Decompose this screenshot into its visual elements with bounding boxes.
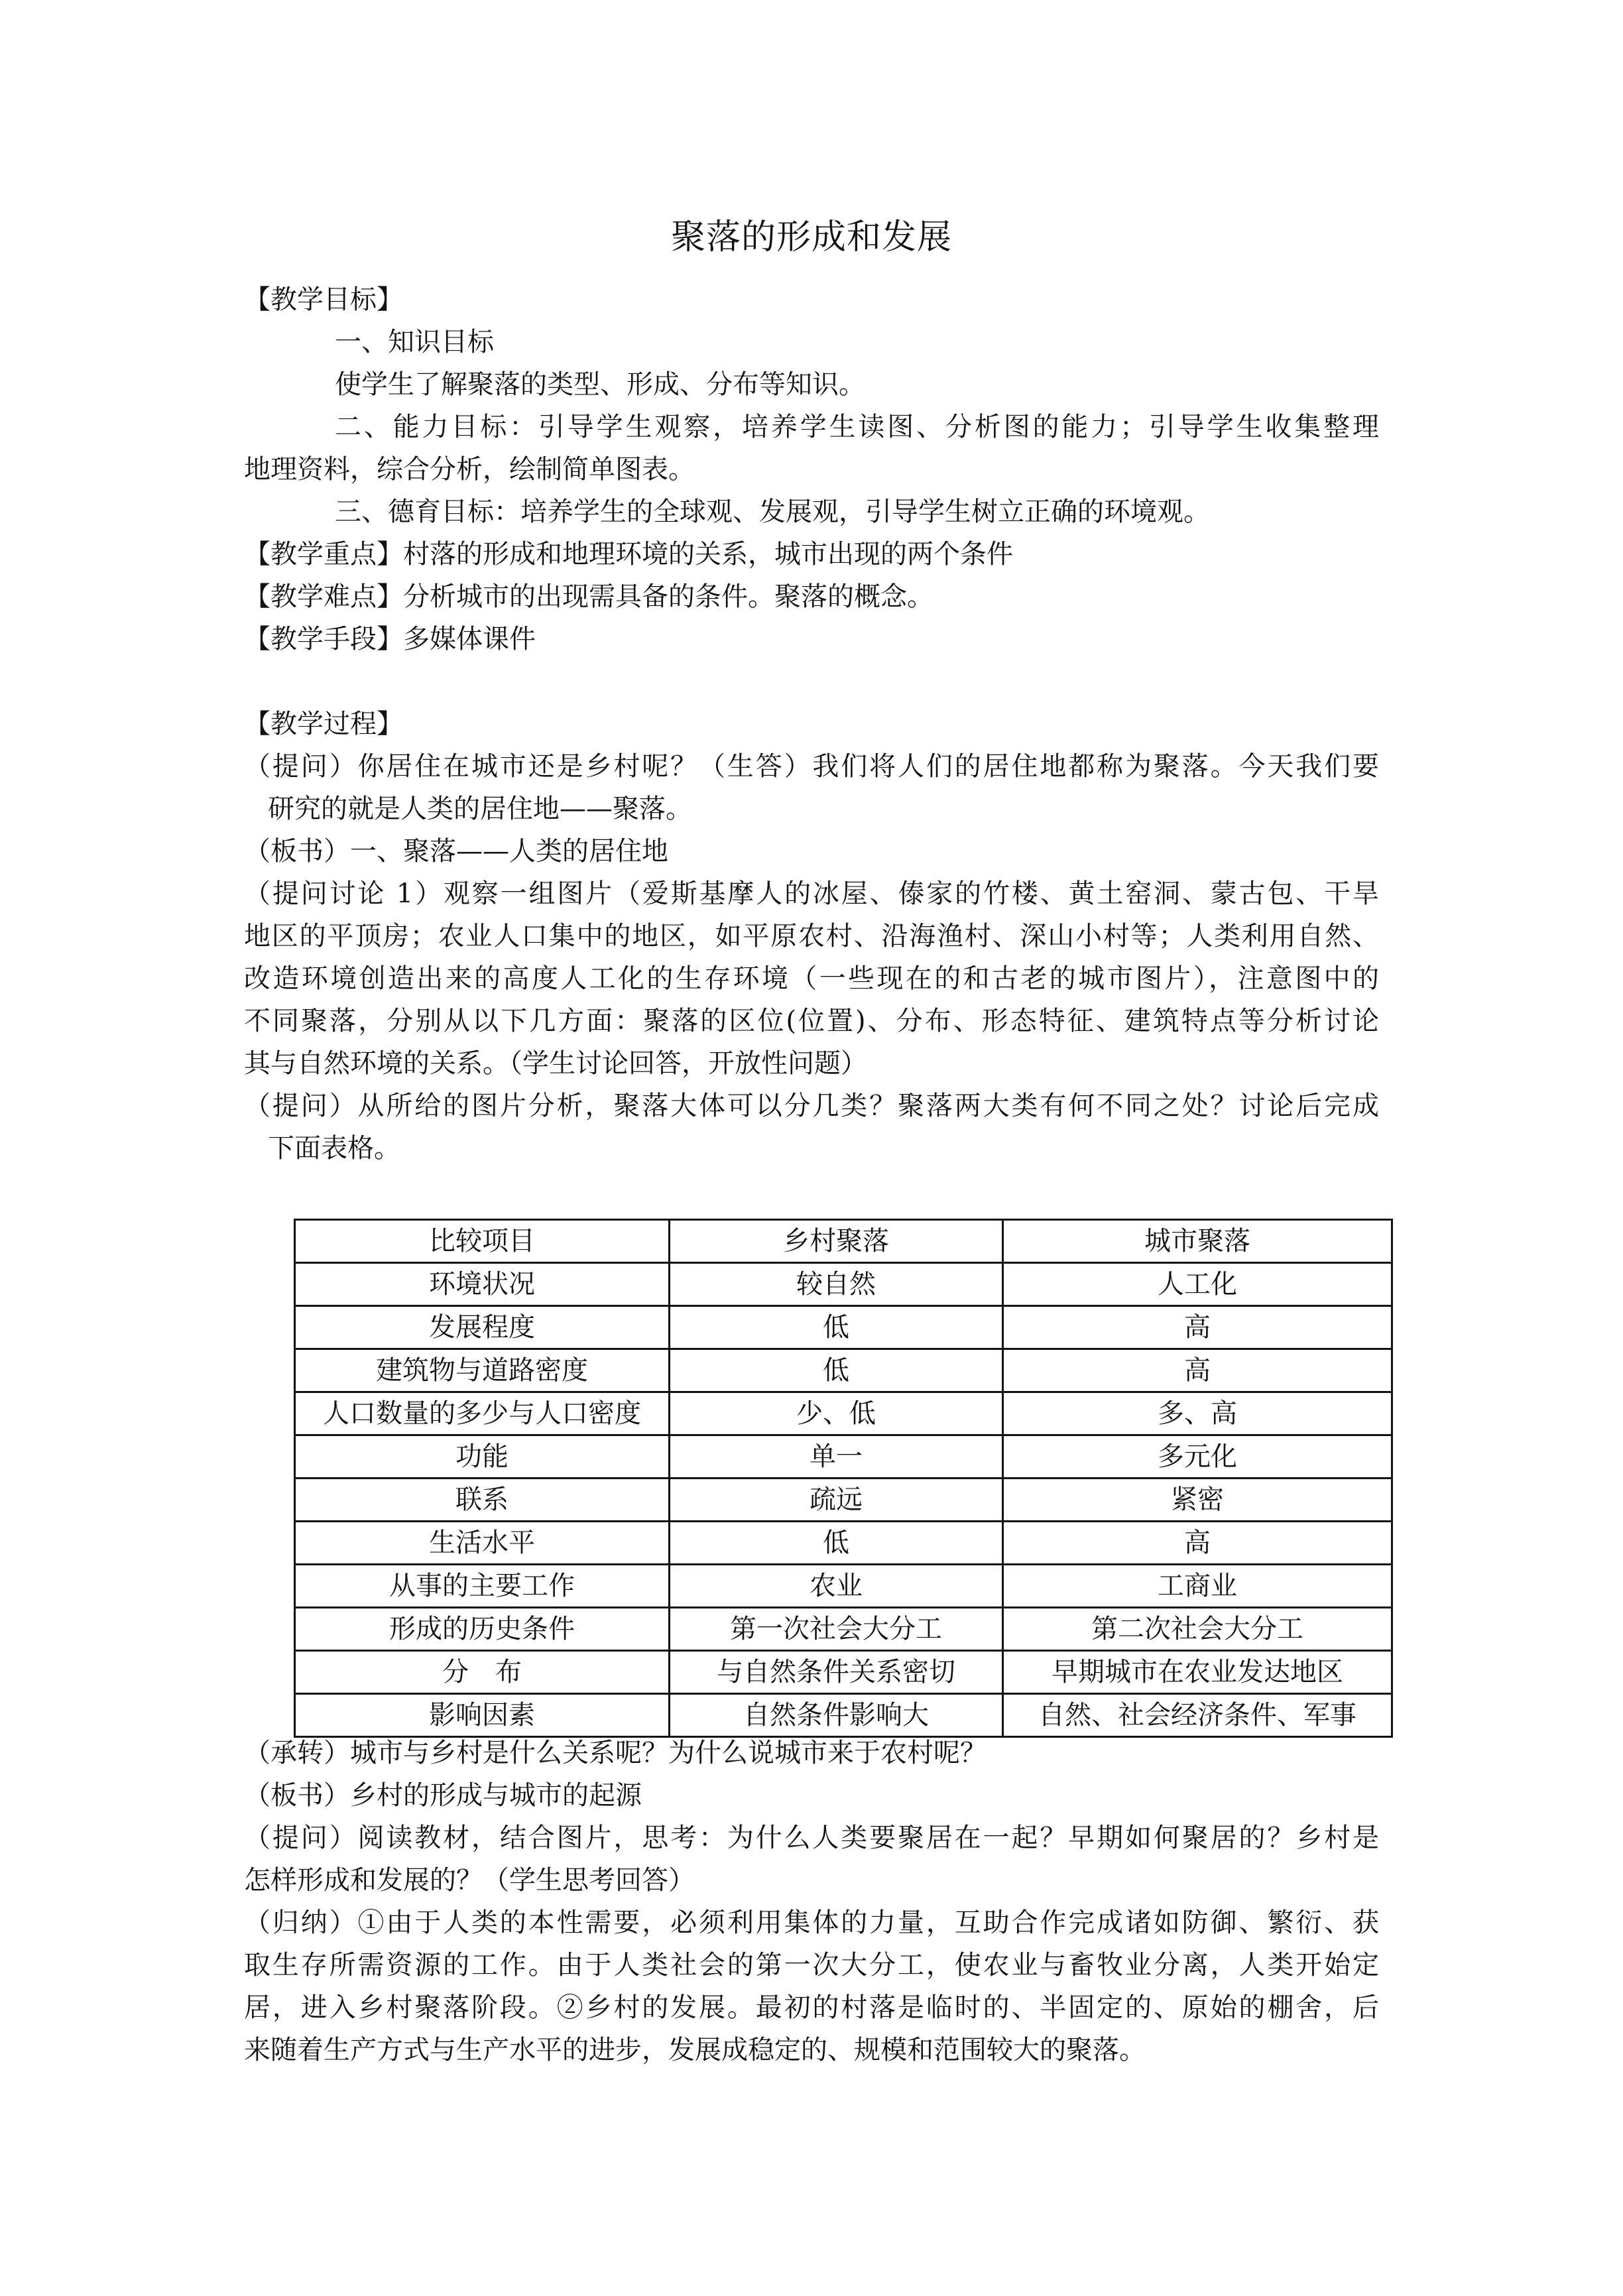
moral-objective: 三、德育目标：培养学生的全球观、发展观，引导学生树立正确的环境观。 bbox=[335, 497, 1210, 527]
question2-line2: 下面表格。 bbox=[268, 1133, 400, 1164]
table-cell: 高 bbox=[1003, 1306, 1392, 1349]
knowledge-objective-text: 使学生了解聚落的类型、形成、分布等知识。 bbox=[335, 369, 865, 400]
process-heading: 【教学过程】 bbox=[244, 709, 403, 739]
table-cell: 人工化 bbox=[1003, 1263, 1392, 1306]
table-cell: 与自然条件关系密切 bbox=[670, 1651, 1003, 1694]
board-note-1: （板书）一、聚落——人类的居住地 bbox=[244, 836, 668, 867]
comparison-table bbox=[294, 1219, 1393, 1738]
table-header-cell: 乡村聚落 bbox=[670, 1220, 1003, 1263]
table-cell: 低 bbox=[670, 1349, 1003, 1392]
table-cell: 高 bbox=[1003, 1349, 1392, 1392]
table-cell: 第一次社会大分工 bbox=[670, 1608, 1003, 1651]
key-points: 【教学重点】村落的形成和地理环境的关系，城市出现的两个条件 bbox=[244, 539, 1013, 570]
table-cell: 建筑物与道路密度 bbox=[295, 1349, 670, 1392]
table-header-cell: 比较项目 bbox=[295, 1220, 670, 1263]
objectives-heading: 【教学目标】 bbox=[244, 284, 403, 315]
transition-line: （承转）城市与乡村是什么关系呢？为什么说城市来于农村呢？ bbox=[244, 1738, 987, 1768]
question1-line2: 研究的就是人类的居住地——聚落。 bbox=[268, 794, 692, 824]
table-cell: 紧密 bbox=[1003, 1479, 1392, 1522]
table-cell: 工商业 bbox=[1003, 1565, 1392, 1608]
table-cell: 低 bbox=[670, 1522, 1003, 1565]
summary-line3: 居，进入乡村聚落阶段。②乡村的发展。最初的村落是临时的、半固定的、原始的棚舍，后 bbox=[244, 1992, 1379, 2023]
discussion-line4: 不同聚落，分别从以下几方面：聚落的区位(位置)、分布、形态特征、建筑特点等分析讨论 bbox=[244, 1006, 1379, 1036]
table-cell: 少、低 bbox=[670, 1392, 1003, 1435]
discussion-line1: （提问讨论 1）观察一组图片（爱斯基摩人的冰屋、傣家的竹楼、黄土窑洞、蒙古包、干旱 bbox=[244, 878, 1379, 909]
summary-line2: 取生存所需资源的工作。由于人类社会的第一次大分工，使农业与畜牧业分离，人类开始定 bbox=[244, 1950, 1379, 1980]
table-cell: 形成的历史条件 bbox=[295, 1608, 670, 1651]
table-cell: 农业 bbox=[670, 1565, 1003, 1608]
knowledge-objective-title: 一、知识目标 bbox=[335, 327, 494, 357]
table-row bbox=[295, 1565, 1392, 1608]
table-cell: 高 bbox=[1003, 1522, 1392, 1565]
table-cell: 从事的主要工作 bbox=[295, 1565, 670, 1608]
teaching-means: 【教学手段】多媒体课件 bbox=[244, 624, 536, 654]
table-header-cell: 城市聚落 bbox=[1003, 1220, 1392, 1263]
table-cell: 早期城市在农业发达地区 bbox=[1003, 1651, 1392, 1694]
table-cell: 发展程度 bbox=[295, 1306, 670, 1349]
table-row bbox=[295, 1479, 1392, 1522]
table-cell: 低 bbox=[670, 1306, 1003, 1349]
table-cell: 第二次社会大分工 bbox=[1003, 1608, 1392, 1651]
page-title: 聚落的形成和发展 bbox=[670, 217, 952, 257]
discussion-line5: 其与自然环境的关系。（学生讨论回答，开放性问题） bbox=[244, 1048, 867, 1079]
difficulties: 【教学难点】分析城市的出现需具备的条件。聚落的概念。 bbox=[244, 581, 933, 612]
ability-objective-line2: 地理资料，综合分析，绘制简单图表。 bbox=[244, 454, 695, 485]
board-note-2: （板书）乡村的形成与城市的起源 bbox=[244, 1780, 642, 1811]
table-cell: 功能 bbox=[295, 1435, 670, 1479]
discussion-line2: 地区的平顶房；农业人口集中的地区，如平原农村、沿海渔村、深山小村等；人类利用自然、 bbox=[244, 921, 1379, 951]
table-cell: 多元化 bbox=[1003, 1435, 1392, 1479]
table-row bbox=[295, 1694, 1392, 1737]
table-cell: 人口数量的多少与人口密度 bbox=[295, 1392, 670, 1435]
table-cell: 较自然 bbox=[670, 1263, 1003, 1306]
table-cell: 联系 bbox=[295, 1479, 670, 1522]
table-row bbox=[295, 1392, 1392, 1435]
table-cell: 多、高 bbox=[1003, 1392, 1392, 1435]
question3-line1: （提问）阅读教材，结合图片，思考：为什么人类要聚居在一起？早期如何聚居的？乡村是 bbox=[244, 1823, 1379, 1853]
table-cell: 自然、社会经济条件、军事 bbox=[1003, 1694, 1392, 1737]
table-row bbox=[295, 1651, 1392, 1694]
table-row bbox=[295, 1522, 1392, 1565]
table-row bbox=[295, 1349, 1392, 1392]
table-cell: 分 布 bbox=[295, 1651, 670, 1694]
table-cell: 单一 bbox=[670, 1435, 1003, 1479]
summary-line1: （归纳）①由于人类的本性需要，必须利用集体的力量，互助合作完成诸如防御、繁衍、获 bbox=[244, 1907, 1379, 1938]
table-cell: 疏远 bbox=[670, 1479, 1003, 1522]
table-cell: 影响因素 bbox=[295, 1694, 670, 1737]
question1-line1: （提问）你居住在城市还是乡村呢？（生答）我们将人们的居住地都称为聚落。今天我们要 bbox=[244, 751, 1379, 782]
table-row bbox=[295, 1263, 1392, 1306]
table-cell: 自然条件影响大 bbox=[670, 1694, 1003, 1737]
table-cell: 生活水平 bbox=[295, 1522, 670, 1565]
table-cell: 环境状况 bbox=[295, 1263, 670, 1306]
table-row bbox=[295, 1608, 1392, 1651]
discussion-line3: 改造环境创造出来的高度人工化的生存环境（一些现在的和古老的城市图片），注意图中的 bbox=[244, 963, 1379, 994]
question3-line2: 怎样形成和发展的？（学生思考回答） bbox=[244, 1865, 695, 1896]
summary-line4: 来随着生产方式与生产水平的进步，发展成稳定的、规模和范围较大的聚落。 bbox=[244, 2035, 1146, 2065]
ability-objective-line1: 二、能力目标：引导学生观察，培养学生读图、分析图的能力；引导学生收集整理 bbox=[335, 412, 1379, 442]
table-row bbox=[295, 1306, 1392, 1349]
table-row bbox=[295, 1435, 1392, 1479]
question2-line1: （提问）从所给的图片分析，聚落大体可以分几类？聚落两大类有何不同之处？讨论后完成 bbox=[244, 1091, 1379, 1121]
table-header-row bbox=[295, 1220, 1392, 1263]
